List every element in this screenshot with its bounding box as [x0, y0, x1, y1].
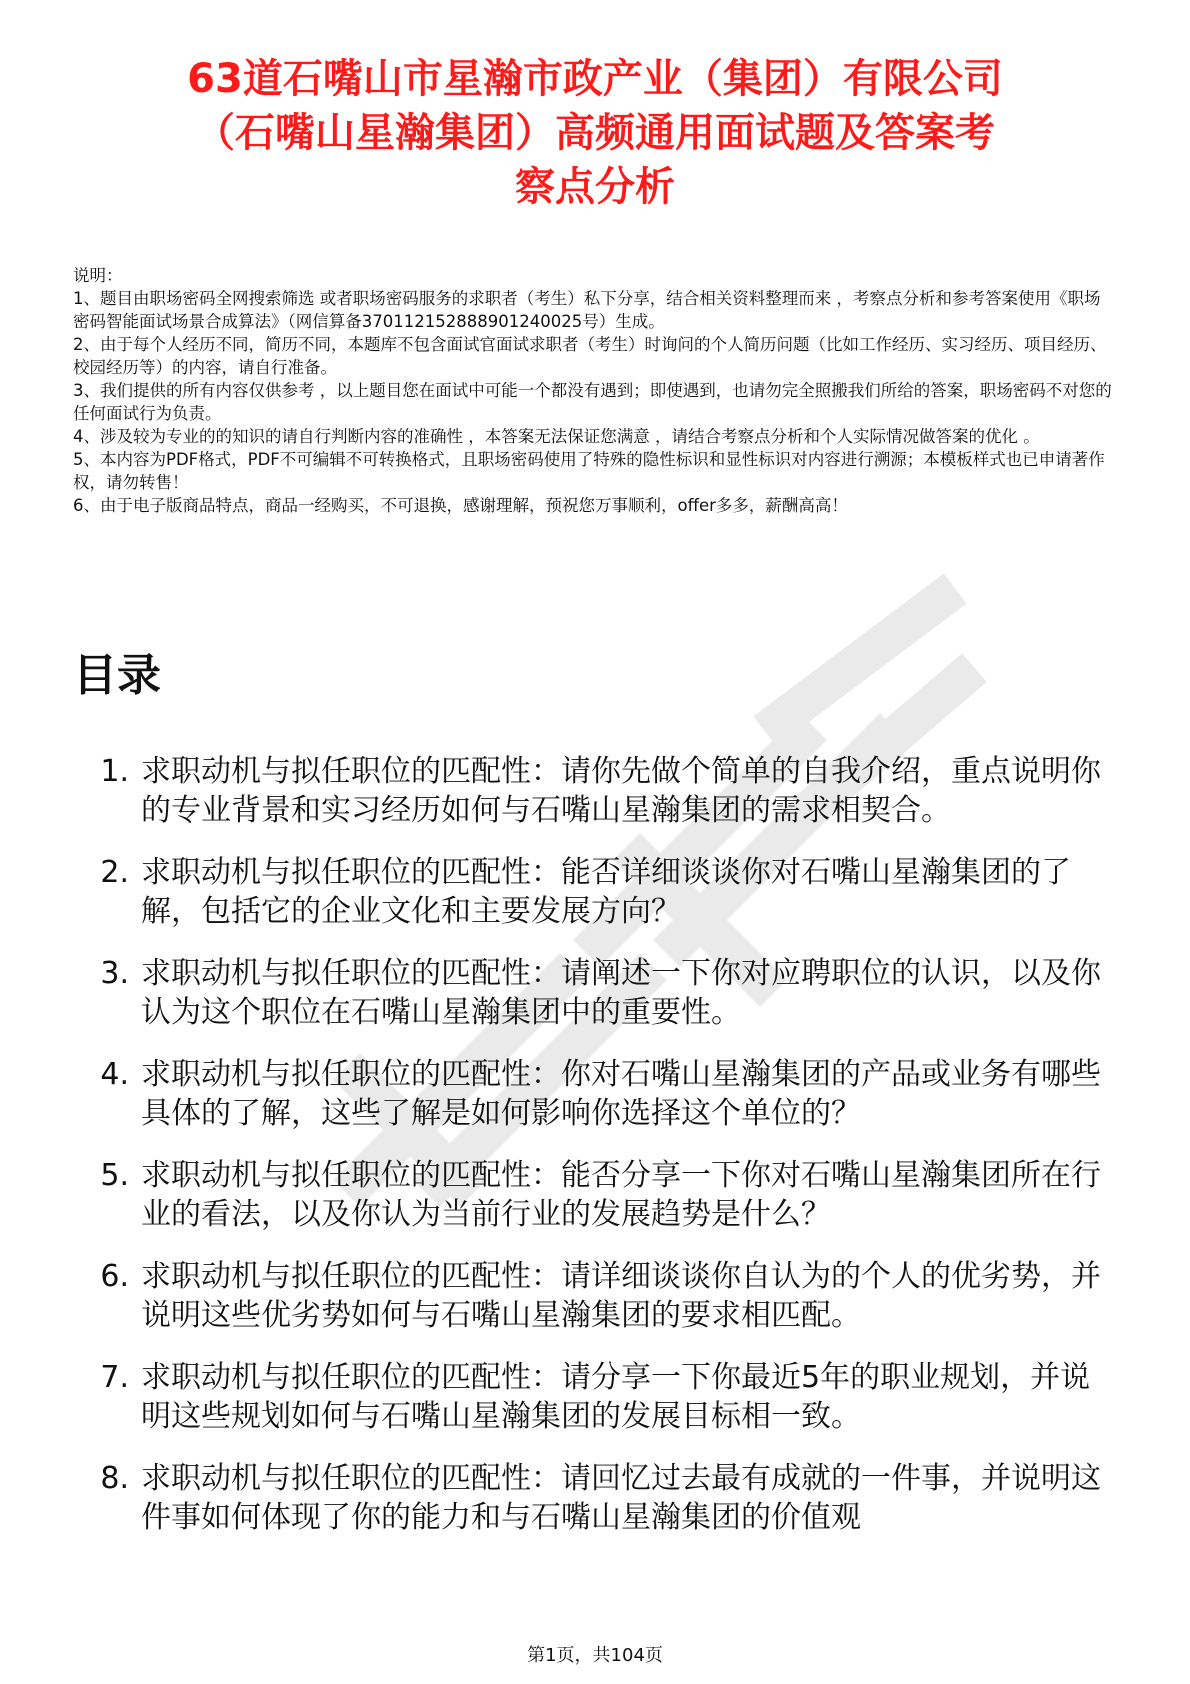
instruction-item: 5、本内容为PDF格式，PDF不可编辑不可转换格式，且职场密码使用了特殊的隐性标识和显性标识对内容进行溯源；本模板样式也已申请著作权，请勿转售！	[73, 450, 1105, 492]
document-title	[70, 52, 1120, 214]
toc-item-text: 求职动机与拟任职位的匹配性：请详细谈谈你自认为的个人的优劣势，并说明这些优劣势如何与石嘴山星瀚集团的要求相匹配。	[141, 1259, 1101, 1333]
toc-item[interactable]	[73, 1156, 1118, 1234]
toc-item-number: 6.	[100, 1259, 129, 1294]
toc-item-number: 4.	[100, 1057, 129, 1092]
toc-item-text: 求职动机与拟任职位的匹配性：能否分享一下你对石嘴山星瀚集团所在行业的看法，以及你认为当前行业的发展趋势是什么？	[141, 1158, 1101, 1232]
toc-item-text: 求职动机与拟任职位的匹配性：请阐述一下你对应聘职位的认识，以及你认为这个职位在石嘴山星瀚集团中的重要性。	[141, 956, 1101, 1030]
instruction-item: 4、涉及较为专业的的知识的请自行判断内容的准确性 ，本答案无法保证您满意 ，请结合考察点分析和个人实际情况做答案的优化 。	[73, 427, 1040, 446]
toc-item-text: 求职动机与拟任职位的匹配性：能否详细谈谈你对石嘴山星瀚集团的了解，包括它的企业文化和主要发展方向？	[141, 855, 1071, 929]
title-line: 63道石嘴山市星瀚市政产业（集团）有限公司	[187, 56, 1003, 102]
instructions-heading: 说明：	[73, 266, 123, 285]
title-line: 察点分析	[515, 164, 675, 210]
toc-item-number: 1.	[100, 754, 129, 789]
toc-item-text: 求职动机与拟任职位的匹配性：请你先做个简单的自我介绍，重点说明你的专业背景和实习经历如何与石嘴山星瀚集团的需求相契合。	[141, 754, 1101, 828]
toc-item[interactable]	[73, 752, 1118, 830]
toc-list	[73, 752, 1118, 1560]
toc-item-number: 3.	[100, 956, 129, 991]
toc-item[interactable]	[73, 1257, 1118, 1335]
instruction-item: 3、我们提供的所有内容仅供参考 ，以上题目您在面试中可能一个都没有遇到；即使遇到，也请勿完全照搬我们所给的答案，职场密码不对您的任何面试行为负责。	[73, 381, 1112, 423]
toc-heading: 目录	[73, 650, 161, 701]
instruction-item: 6、由于电子版商品特点，商品一经购买，不可退换，感谢理解，预祝您万事顺利，offer多多，薪酬高高！	[73, 496, 848, 515]
instructions-section	[73, 264, 1113, 517]
toc-item[interactable]	[73, 853, 1118, 931]
toc-item-text: 求职动机与拟任职位的匹配性：请分享一下你最近5年的职业规划，并说明这些规划如何与石嘴山星瀚集团的发展目标相一致。	[141, 1360, 1091, 1434]
toc-item-number: 7.	[100, 1360, 129, 1395]
toc-item-number: 8.	[100, 1461, 129, 1496]
title-line: （石嘴山星瀚集团）高频通用面试题及答案考	[195, 110, 995, 156]
toc-item[interactable]	[73, 1055, 1118, 1133]
page-number: 第1页，共104页	[527, 1645, 663, 1666]
instruction-item: 1、题目由职场密码全网搜索筛选 或者职场密码服务的求职者（考生）私下分享，结合相关资料整理而来 ，考察点分析和参考答案使用《职场密码智能面试场景合成算法》（网信算备370112152888901240025号）生成。	[73, 289, 1101, 331]
toc-item[interactable]	[73, 954, 1118, 1032]
toc-item-number: 2.	[100, 855, 129, 890]
toc-item-text: 求职动机与拟任职位的匹配性：请回忆过去最有成就的一件事，并说明这件事如何体现了你的能力和与石嘴山星瀚集团的价值观	[141, 1461, 1101, 1535]
toc-item-number: 5.	[100, 1158, 129, 1193]
toc-item-text: 求职动机与拟任职位的匹配性：你对石嘴山星瀚集团的产品或业务有哪些具体的了解，这些了解是如何影响你选择这个单位的？	[141, 1057, 1101, 1131]
instruction-item: 2、由于每个人经历不同，简历不同，本题库不包含面试官面试求职者（考生）时询问的个人简历问题（比如工作经历、实习经历、项目经历、校园经历等）的内容，请自行准备。	[73, 335, 1107, 377]
toc-item[interactable]	[73, 1459, 1118, 1537]
toc-item[interactable]	[73, 1358, 1118, 1436]
